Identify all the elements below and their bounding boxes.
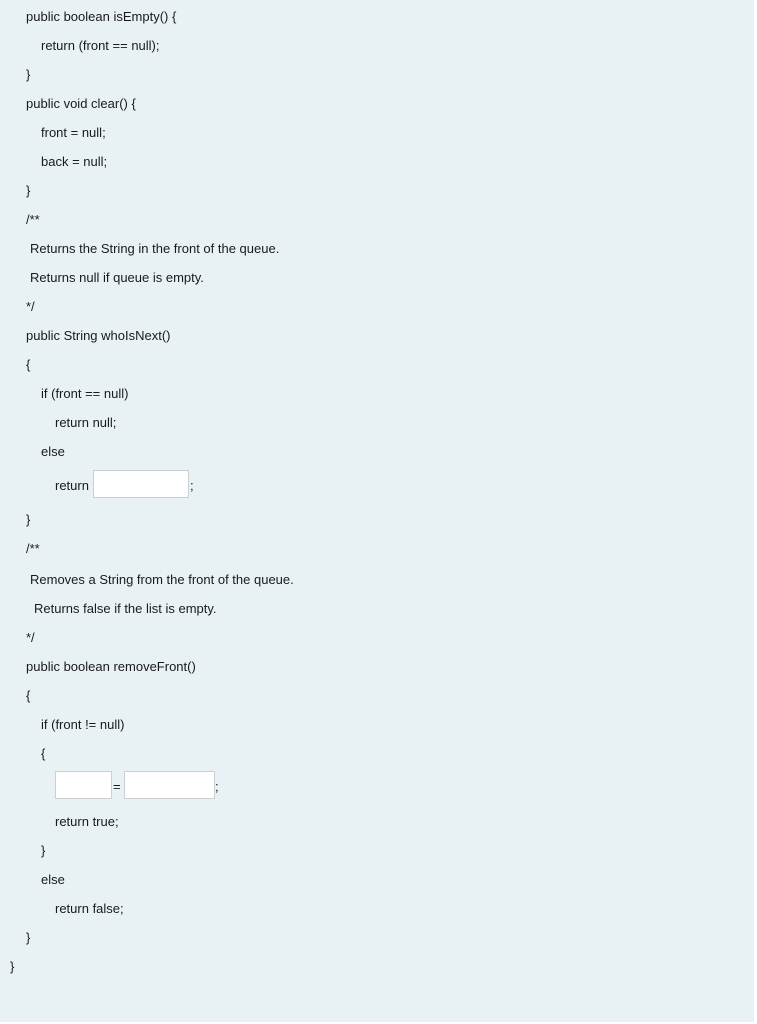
closing-brace: }: [26, 183, 31, 198]
removefront-if: if (front != null): [41, 717, 125, 732]
opening-brace: {: [26, 357, 31, 372]
closing-brace: }: [41, 843, 46, 858]
removefront-return-false: return false;: [55, 901, 124, 916]
whoisnext-return-keyword: return: [55, 478, 89, 493]
isempty-return: return (front == null);: [41, 38, 160, 53]
doc-comment-line: Returns null if queue is empty.: [30, 270, 204, 285]
removefront-signature: public boolean removeFront(): [26, 659, 196, 674]
removefront-return-true: return true;: [55, 814, 119, 829]
isempty-signature: public boolean isEmpty() {: [26, 9, 177, 24]
whoisnext-signature: public String whoIsNext(): [26, 328, 171, 343]
closing-brace: }: [26, 67, 31, 82]
doc-comment-close: */: [26, 299, 35, 314]
closing-brace: }: [26, 930, 31, 945]
semicolon: ;: [215, 779, 219, 794]
doc-comment-line: Removes a String from the front of the queue.: [30, 572, 294, 587]
doc-comment-line: Returns false if the list is empty.: [34, 601, 217, 616]
clear-front-line: front = null;: [41, 125, 106, 140]
whoisnext-else: else: [41, 444, 65, 459]
semicolon: ;: [190, 478, 194, 493]
doc-comment-line: Returns the String in the front of the queue.: [30, 241, 280, 256]
assign-right-answer-input[interactable]: [124, 771, 215, 799]
whoisnext-return-null: return null;: [55, 415, 117, 430]
whoisnext-if: if (front == null): [41, 386, 129, 401]
opening-brace: {: [26, 688, 31, 703]
closing-brace: }: [26, 512, 31, 527]
whoisnext-return-answer-input[interactable]: [93, 470, 189, 498]
class-closing-brace: }: [10, 959, 15, 974]
doc-comment-open: /**: [26, 212, 40, 227]
equals-sign: =: [113, 779, 121, 794]
assign-left-answer-input[interactable]: [55, 771, 112, 799]
clear-back-line: back = null;: [41, 154, 108, 169]
doc-comment-open: /**: [26, 541, 40, 556]
opening-brace: {: [41, 746, 46, 761]
clear-signature: public void clear() {: [26, 96, 136, 111]
removefront-else: else: [41, 872, 65, 887]
doc-comment-close: */: [26, 630, 35, 645]
